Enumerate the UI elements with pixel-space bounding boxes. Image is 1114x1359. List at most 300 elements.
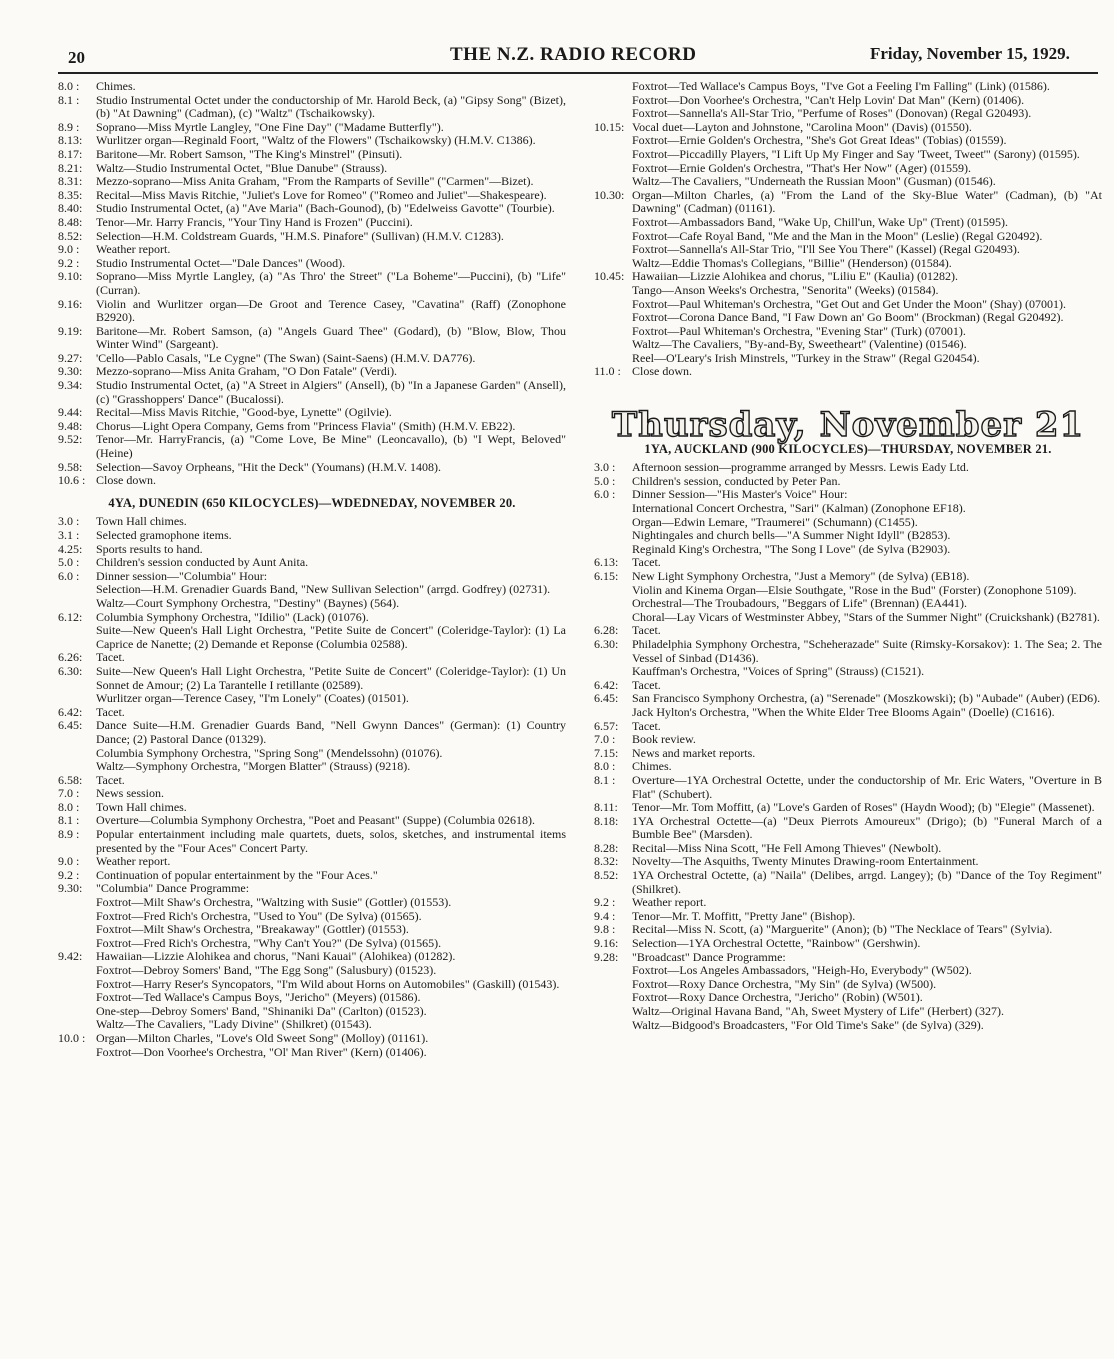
entry-text: Philadelphia Symphony Orchestra, "Scheherazade" Suite (Rimsky-Korsakov): 1. The Sea; 2. The Vessel of Sinbad (D1436). (632, 636, 1102, 665)
entry-text: Tenor—Mr. T. Moffitt, "Pretty Jane" (Bishop). (632, 908, 856, 923)
programme-entry (594, 869, 1102, 896)
header-rule (58, 72, 1098, 74)
entry-text: Tacet. (632, 623, 661, 638)
entry-time (58, 1005, 96, 1019)
programme-entry (58, 869, 566, 883)
programme-entry (594, 338, 1102, 352)
4ya-dance-programme-continued (594, 80, 1102, 379)
programme-entry (594, 978, 1102, 992)
programme-entry (58, 406, 566, 420)
entry-text: Tango—Anson Weeks's Orchestra, "Senorita" (Weeks) (01584). (632, 282, 939, 297)
entry-time: 9.58: (58, 459, 83, 474)
entry-time (594, 597, 632, 611)
entry-time (594, 978, 632, 992)
entry-time: 8.35: (58, 187, 83, 202)
entry-text: Tacet. (96, 704, 125, 719)
programme-entry (594, 679, 1102, 693)
entry-text: Continuation of popular entertainment by the "Four Aces." (96, 867, 378, 882)
programme-entry (58, 611, 566, 625)
programme-entry (58, 134, 566, 148)
programme-entry (594, 257, 1102, 271)
entry-time: 6.13: (594, 555, 619, 570)
entry-text: Baritone—Mr. Robert Samson, "The King's Minstrel" (Pinsuti). (96, 146, 403, 161)
entry-text: Vocal duet—Layton and Johnstone, "Carolina Moon" (Davis) (01550). (632, 119, 972, 134)
entry-time: 10.6 : (58, 473, 86, 488)
entry-time (594, 243, 632, 257)
entry-time (58, 583, 96, 597)
programme-entry (58, 270, 566, 297)
entry-time (594, 284, 632, 298)
entry-time: 9.27: (58, 350, 83, 365)
entry-text: Foxtrot—Fred Rich's Orchestra, "Used to You" (De Sylva) (01565). (96, 908, 422, 923)
entry-text: Children's session, conducted by Peter Pan. (632, 473, 841, 488)
entry-text: Waltz—The Cavaliers, "Underneath the Russian Moon" (Gusman) (01546). (632, 174, 996, 189)
entry-time (594, 162, 632, 176)
entry-text: Dinner Session—"His Master's Voice" Hour: (632, 487, 848, 502)
entry-time (594, 529, 632, 543)
entry-text: Foxtrot—Ernie Golden's Orchestra, "She's Got Great Ideas" (Tobias) (01559). (632, 133, 1007, 148)
entry-time: 8.18: (594, 813, 619, 828)
programme-entry (58, 597, 566, 611)
entry-text: Foxtrot—Corona Dance Band, "I Faw Down an' Go Boom" (Brockman) (Regal G20492). (632, 310, 1064, 325)
entry-text: Book review. (632, 732, 696, 747)
entry-text: Foxtrot—Ernie Golden's Orchestra, "That's Her Now" (Ager) (01559). (632, 160, 972, 175)
programme-entry (594, 842, 1102, 856)
programme-entry (58, 570, 566, 584)
programme-entry (594, 148, 1102, 162)
entry-text: Selected gramophone items. (96, 528, 232, 542)
entry-time (594, 991, 632, 1005)
entry-time (594, 175, 632, 189)
entry-time: 9.0 : (58, 854, 80, 869)
entry-text: Recital—Miss Mavis Ritchie, "Juliet's Love for Romeo" ("Romeo and Juliet"—Shakespeare). (96, 187, 547, 202)
programme-entry (594, 570, 1102, 584)
programme-entry (58, 910, 566, 924)
entry-text: Foxtrot—Debroy Somers' Band, "The Egg Song" (Salusbury) (01523). (96, 963, 437, 977)
programme-entry (594, 189, 1102, 216)
entry-time: 7.15: (594, 745, 619, 760)
entry-text: Foxtrot—Paul Whiteman's Orchestra, "Get Out and Get Under the Moon" (Shay) (07001). (632, 296, 1066, 311)
programme-entry (594, 311, 1102, 325)
entry-text: Selection—H.M. Grenadier Guards Band, "New Sullivan Selection" (arrgd. Godfrey) (02731). (96, 582, 551, 597)
programme-entry (594, 896, 1102, 910)
station-heading-4ya: 4YA, DUNEDIN (650 KILOCYCLES)—WDEDNEDAY, NOVEMBER 20. (108, 495, 516, 510)
entry-time (594, 706, 632, 720)
entry-text: Chorus—Light Opera Company, Gems from "Princess Flavia" (Smith) (H.M.V. EB22). (96, 418, 516, 433)
entry-text: Chimes. (632, 759, 672, 774)
entry-time (594, 230, 632, 244)
entry-time (594, 502, 632, 516)
entry-text: "Broadcast" Dance Programme: (632, 949, 786, 964)
entry-text: Foxtrot—Don Voorhee's Orchestra, "Ol' Man River" (Kern) (01406). (96, 1044, 427, 1059)
entry-time: 9.2 : (594, 895, 616, 910)
entry-text: News session. (96, 786, 164, 801)
programme-entry (58, 706, 566, 720)
entry-text: Waltz—The Cavaliers, "Lady Divine" (Shilkret) (01543). (96, 1017, 372, 1032)
entry-text: Waltz—Symphony Orchestra, "Morgen Blatter" (Strauss) (9218). (96, 759, 411, 774)
entry-text: Waltz—Original Havana Band, "Ah, Sweet Mystery of Life" (Herbert) (327). (632, 1004, 1005, 1018)
entry-time (594, 665, 632, 679)
entry-time: 6.45: (58, 718, 83, 733)
entry-time: 9.2 : (58, 255, 80, 270)
programme-entry (58, 719, 566, 746)
programme-entry (594, 230, 1102, 244)
entry-time: 6.26: (58, 650, 83, 665)
programme-entry (58, 80, 566, 94)
programme-entry (58, 420, 566, 434)
entry-text: Recital—Miss Nina Scott, "He Fell Among Thieves" (Newbolt). (632, 840, 942, 855)
entry-text: Foxtrot—Ted Wallace's Campus Boys, "I've Got a Feeling I'm Falling" (Link) (01586). (632, 79, 1050, 93)
entry-time (594, 611, 632, 625)
entry-time: 7.0 : (58, 786, 80, 801)
entry-time: 11.0 : (594, 364, 621, 379)
entry-time: 8.48: (58, 214, 83, 229)
programme-entry (58, 202, 566, 216)
entry-time (58, 747, 96, 761)
programme-entry (58, 1046, 566, 1060)
entry-text: Foxtrot—Don Voorhee's Orchestra, "Can't Help Lovin' Dat Man" (Kern) (01406). (632, 92, 1025, 107)
entry-text: Foxtrot—Ted Wallace's Campus Boys, "Jericho" (Meyers) (01586). (96, 990, 421, 1005)
entry-text: Hawaiian—Lizzie Alohikea and chorus, "Liliu E" (Kaulia) (01282). (632, 269, 959, 284)
programme-entry (58, 801, 566, 815)
entry-text: Studio Instrumental Octet, (a) "A Street in Algiers" (Ansell), (b) "In a Japanese Garden" (Ansell), (c) "Grasshoppers' Dance" (Bucalossi). (96, 378, 566, 406)
programme-entry (594, 1005, 1102, 1019)
programme-entry (594, 692, 1102, 706)
entry-text: Recital—Miss N. Scott, (a) "Marguerite" (Anon); (b) "The Necklace of Tears" (Sylvia). (632, 922, 1053, 937)
programme-entry (594, 107, 1102, 121)
programme-entry (594, 597, 1102, 611)
programme-entry (594, 502, 1102, 516)
entry-time (58, 978, 96, 992)
programme-entry (58, 583, 566, 597)
entry-time: 8.31: (58, 174, 83, 189)
entry-time (594, 107, 632, 121)
entry-time (594, 516, 632, 530)
entry-text: News and market reports. (632, 745, 756, 760)
entry-time (594, 148, 632, 162)
programme-entry (594, 475, 1102, 489)
entry-time: 9.2 : (58, 867, 80, 882)
programme-entry (594, 638, 1102, 665)
programme-entry (58, 352, 566, 366)
programme-entry (58, 433, 566, 460)
programme-entry (58, 964, 566, 978)
entry-text: Selection—Savoy Orpheans, "Hit the Deck" (Youmans) (H.M.V. 1408). (96, 459, 441, 474)
entry-time (58, 923, 96, 937)
programme-entry (594, 951, 1102, 965)
1ya-programme (594, 461, 1102, 1032)
entry-time: 10.0 : (58, 1030, 86, 1045)
entry-time (594, 338, 632, 352)
entry-time: 6.30: (594, 636, 619, 651)
entry-time: 9.44: (58, 405, 83, 420)
entry-time: 6.58: (58, 772, 83, 787)
entry-time: 9.42: (58, 949, 83, 964)
entry-text: Tacet. (96, 772, 125, 787)
entry-text: Dance Suite—H.M. Grenadier Guards Band, "Nell Gwynn Dances" (German): (1) Country Dance; (2) Pastoral Dance (01329). (96, 718, 566, 746)
entry-time: 9.30: (58, 364, 83, 379)
entry-text: Soprano—Miss Myrtle Langley, "One Fine Day" ("Madame Butterfly"). (96, 119, 444, 134)
entry-text: Organ—Milton Charles, (a) "From the Land of the Sky-Blue Water" (Cadman), (b) "At Dawning" (Cadman) (01161). (632, 187, 1102, 216)
entry-time: 8.32: (594, 854, 619, 869)
programme-entry (594, 175, 1102, 189)
entry-time (58, 991, 96, 1005)
entry-text: Violin and Kinema Organ—Elsie Southgate, "Rose in the Bud" (Forster) (Zonophone 5109). (632, 582, 1077, 597)
entry-text: Selection—H.M. Coldstream Guards, "H.M.S. Pinafore" (Sullivan) (H.M.V. C1283). (96, 228, 504, 243)
entry-text: Close down. (632, 364, 692, 379)
entry-time: 6.0 : (58, 568, 80, 583)
entry-text: Tacet. (632, 555, 661, 570)
entry-text: Town Hall chimes. (96, 799, 187, 814)
entry-time: 9.8 : (594, 922, 616, 937)
programme-entry (594, 461, 1102, 475)
programme-entry (58, 148, 566, 162)
entry-text: Soprano—Miss Myrtle Langley, (a) "As Thro' the Street" ("La Boheme"—Puccini), (b) "Life" (Curran). (96, 269, 566, 297)
entry-text: Organ—Edwin Lemare, "Traumerei" (Schumann) (C1455). (632, 514, 918, 529)
entry-text: Foxtrot—Paul Whiteman's Orchestra, "Evening Star" (Turk) (07001). (632, 323, 966, 338)
programme-entry (58, 991, 566, 1005)
entry-time: 8.0 : (58, 79, 80, 93)
programme-entry (58, 94, 566, 121)
entry-time (594, 134, 632, 148)
entry-time: 6.0 : (594, 487, 616, 502)
entry-time: 6.28: (594, 623, 619, 638)
entry-time (58, 597, 96, 611)
entry-text: Popular entertainment including male quartets, duets, solos, sketches, and instrumental items presented by the "Four Aces" Concert Party. (96, 827, 566, 855)
entry-time (594, 311, 632, 325)
programme-entry (58, 624, 566, 651)
entry-time: 6.57: (594, 718, 619, 733)
programme-entry (58, 474, 566, 488)
programme-entry (58, 298, 566, 325)
programme-entry (594, 284, 1102, 298)
programme-entry (58, 937, 566, 951)
entry-text: Organ—Milton Charles, "Love's Old Sweet Song" (Molloy) (01161). (96, 1030, 429, 1045)
entry-text: New Light Symphony Orchestra, "Just a Memory" (de Sylva) (EB18). (632, 569, 970, 583)
programme-entry (594, 1019, 1102, 1033)
programme-entry (58, 379, 566, 406)
entry-text: Dinner session—"Columbia" Hour: (96, 568, 268, 583)
entry-time: 8.28: (594, 840, 619, 855)
programme-entry (594, 121, 1102, 135)
programme-entry (58, 923, 566, 937)
wednesday-evening-programme (58, 80, 566, 488)
entry-text: Foxtrot—Roxy Dance Orchestra, "Jericho" (Robin) (W501). (632, 990, 923, 1005)
programme-entry (58, 365, 566, 379)
entry-time (58, 964, 96, 978)
entry-time (594, 352, 632, 366)
entry-time (594, 257, 632, 271)
entry-time (58, 1046, 96, 1060)
entry-text: One-step—Debroy Somers' Band, "Shinaniki Da" (Carlton) (01523). (96, 1003, 427, 1018)
programme-entry (594, 80, 1102, 94)
entry-time: 10.15: (594, 119, 625, 134)
entry-text: Foxtrot—Cafe Royal Band, "Me and the Man in the Moon" (Leslie) (Regal G20492). (632, 228, 1043, 243)
entry-time: 9.0 : (58, 242, 80, 257)
entry-time (594, 1019, 632, 1033)
programme-entry (58, 543, 566, 557)
entry-text: Studio Instrumental Octet, (a) "Ave Maria" (Bach-Gounod), (b) "Edelweiss Gavotte" (Tourbie). (96, 201, 555, 216)
entry-time: 6.42: (58, 704, 83, 719)
entry-time: 6.12: (58, 609, 83, 624)
programme-entry (58, 1032, 566, 1046)
entry-time: 8.13: (58, 133, 83, 148)
entry-text: Reel—O'Leary's Irish Minstrels, "Turkey in the Straw" (Regal G20454). (632, 350, 980, 365)
programme-entry (594, 556, 1102, 570)
day-heading: Thursday, November 21 (611, 405, 1085, 446)
programme-entry (594, 706, 1102, 720)
programme-entry (58, 896, 566, 910)
entry-time (58, 896, 96, 910)
entry-time: 9.10: (58, 269, 83, 284)
entry-text: Close down. (96, 473, 156, 488)
programme-entry (58, 257, 566, 271)
entry-text: Waltz—Court Symphony Orchestra, "Destiny" (Baynes) (564). (96, 595, 400, 610)
entry-time: 8.21: (58, 160, 83, 175)
programme-entry (594, 937, 1102, 951)
entry-time (58, 624, 96, 651)
entry-time: 9.16: (58, 296, 83, 311)
entry-time: 8.0 : (58, 799, 80, 814)
entry-time: 5.0 : (58, 555, 80, 570)
entry-time (594, 964, 632, 978)
entry-text: Tenor—Mr. HarryFrancis, (a) "Come Love, Be Mine" (Leoncavallo), (b) "I Wept, Beloved" (Heine) (96, 432, 566, 461)
entry-time (594, 325, 632, 339)
entry-text: Town Hall chimes. (96, 514, 187, 529)
entry-text: Studio Instrumental Octet under the conductorship of Mr. Harold Beck, (a) "Gipsy Song" (Bizet), (b) "At Dawning" (Cadman), (c) "Waltz" (Tschaikowsky). (96, 92, 566, 121)
entry-text: Foxtrot—Milt Shaw's Orchestra, "Breakaway" (Gottler) (01553). (96, 922, 409, 937)
entry-text: "Columbia" Dance Programme: (96, 881, 250, 896)
entry-text: Kauffman's Orchestra, "Voices of Spring" (Strauss) (C1521). (632, 664, 925, 679)
entry-time: 6.15: (594, 569, 619, 583)
entry-time: 9.30: (58, 881, 83, 896)
entry-time: 8.0 : (594, 759, 616, 774)
programme-entry (594, 516, 1102, 530)
entry-time: 6.42: (594, 677, 619, 692)
entry-text: Nightingales and church bells—"A Summer Night Idyll" (B2853). (632, 528, 951, 543)
entry-text: Foxtrot—Fred Rich's Orchestra, "Why Can't You?" (De Sylva) (01565). (96, 935, 442, 950)
entry-text: Tacet. (632, 718, 661, 733)
programme-entry (594, 543, 1102, 557)
entry-time (594, 543, 632, 557)
entry-text: Choral—Lay Vicars of Westminster Abbey, "Stars of the Summer Night" (Cruickshank) (B2781). (632, 609, 1100, 624)
entry-time: 9.48: (58, 418, 83, 433)
entry-time: 8.9 : (58, 119, 80, 134)
entry-time: 10.30: (594, 187, 625, 202)
programme-entry (594, 216, 1102, 230)
entry-time: 6.45: (594, 691, 619, 706)
entry-time: 3.1 : (58, 528, 80, 542)
entry-text: 'Cello—Pablo Casals, "Le Cygne" (The Swan) (Saint-Saens) (H.M.V. DA776). (96, 350, 476, 365)
programme-entry (58, 978, 566, 992)
4ya-programme (58, 515, 566, 1059)
programme-entry (58, 950, 566, 964)
page-header (0, 0, 1114, 76)
programme-entry (594, 529, 1102, 543)
entry-time (594, 584, 632, 598)
programme-entry (58, 1005, 566, 1019)
entry-time: 8.1 : (58, 813, 80, 828)
entry-time (58, 760, 96, 774)
programme-entry (594, 964, 1102, 978)
entry-text: Weather report. (96, 854, 171, 869)
programme-entry (594, 325, 1102, 339)
entry-time: 8.1 : (58, 92, 80, 107)
programme-entry (594, 134, 1102, 148)
entry-text: Afternoon session—programme arranged by Messrs. Lewis Eady Ltd. (632, 460, 969, 475)
entry-text: 1YA Orchestral Octette—(a) "Deux Pierrots Amoureux" (Drigo); (b) "Funeral March of a Bumble Bee" (Marsden). (632, 813, 1102, 842)
programme-entry (58, 787, 566, 801)
entry-time: 9.34: (58, 378, 83, 393)
entry-time (594, 216, 632, 230)
entry-time (594, 94, 632, 108)
entry-time: 3.0 : (58, 514, 80, 529)
programme-entry (58, 665, 566, 692)
entry-text: Foxtrot—Milt Shaw's Orchestra, "Waltzing with Susie" (Gottler) (01553). (96, 895, 452, 910)
entry-time: 8.11: (594, 800, 618, 815)
programme-entry (594, 270, 1102, 284)
programme-entry (58, 325, 566, 352)
entry-text: Chimes. (96, 79, 136, 93)
entry-time (594, 1005, 632, 1019)
entry-text: Foxtrot—Sannella's All-Star Trio, "Perfume of Roses" (Donovan) (Regal G20493). (632, 106, 1032, 121)
programme-entry (58, 121, 566, 135)
entry-text: Columbia Symphony Orchestra, "Spring Song" (Mendelssohn) (01076). (96, 745, 443, 760)
entry-time: 3.0 : (594, 460, 616, 475)
programme-entry (594, 747, 1102, 761)
entry-text: Waltz—Studio Instrumental Octet, "Blue Danube" (Strauss). (96, 160, 388, 175)
entry-text: Foxtrot—Los Angeles Ambassadors, "Heigh-Ho, Everybody" (W502). (632, 963, 972, 978)
programme-entry (58, 461, 566, 475)
left-column (58, 80, 566, 1059)
entry-text: Waltz—Eddie Thomas's Collegians, "Billie" (Henderson) (01584). (632, 255, 952, 270)
programme-entry (58, 243, 566, 257)
programme-entry (594, 243, 1102, 257)
entry-text: Foxtrot—Harry Reser's Syncopators, "I'm Wild about Horns on Automobiles" (Gaskill) (01543). (96, 976, 560, 991)
issue-date: Friday, November 15, 1929. (870, 44, 1070, 63)
programme-entry (594, 611, 1102, 625)
entry-text: Overture—1YA Orchestral Octette, under the conductorship of Mr. Eric Waters, "Overture in B Flat" (Schubert). (632, 772, 1102, 801)
masthead: THE N.Z. RADIO RECORD (450, 44, 697, 65)
programme-entry (594, 488, 1102, 502)
programme-entry (58, 828, 566, 855)
programme-entry (594, 774, 1102, 801)
entry-time: 9.28: (594, 949, 619, 964)
programme-entry (58, 556, 566, 570)
entry-time: 8.52: (594, 868, 619, 883)
programme-entry (594, 733, 1102, 747)
entry-time: 4.25: (58, 541, 83, 556)
programme-entry (58, 189, 566, 203)
entry-time: 8.9 : (58, 827, 80, 842)
entry-text: 1YA Orchestral Octette, (a) "Naila" (Delibes, arrgd. Langey); (b) "Dance of the Toy Regiment" (Shilkret). (632, 868, 1102, 896)
entry-text: Waltz—The Cavaliers, "By-and-By, Sweetheart" (Valentine) (01546). (632, 337, 967, 352)
entry-text: Foxtrot—Sannella's All-Star Trio, "I'll See You There" (Kassel) (Regal G20493). (632, 242, 1020, 257)
entry-time: 8.1 : (594, 772, 616, 787)
programme-entry (594, 815, 1102, 842)
entry-text: Hawaiian—Lizzie Alohikea and chorus, "Nani Kauai" (Alohikea) (01282). (96, 949, 456, 964)
programme-entry (58, 515, 566, 529)
programme-entry (58, 651, 566, 665)
entry-text: Reginald King's Orchestra, "The Song I Love" (de Sylva (B2903). (632, 541, 951, 556)
entry-text: International Concert Orchestra, "Sari" (Kalman) (Zonophone EF18). (632, 501, 966, 516)
programme-entry (594, 720, 1102, 734)
entry-time: 9.4 : (594, 908, 616, 923)
entry-text: Orchestral—The Troubadours, "Beggars of Life" (Brennan) (EA441). (632, 596, 968, 611)
entry-text: Foxtrot—Piccadilly Players, "I Lift Up My Finger and Say 'Tweet, Tweet'" (Sarony) (01595). (632, 146, 1080, 161)
programme-entry (58, 1018, 566, 1032)
programme-entry (58, 747, 566, 761)
